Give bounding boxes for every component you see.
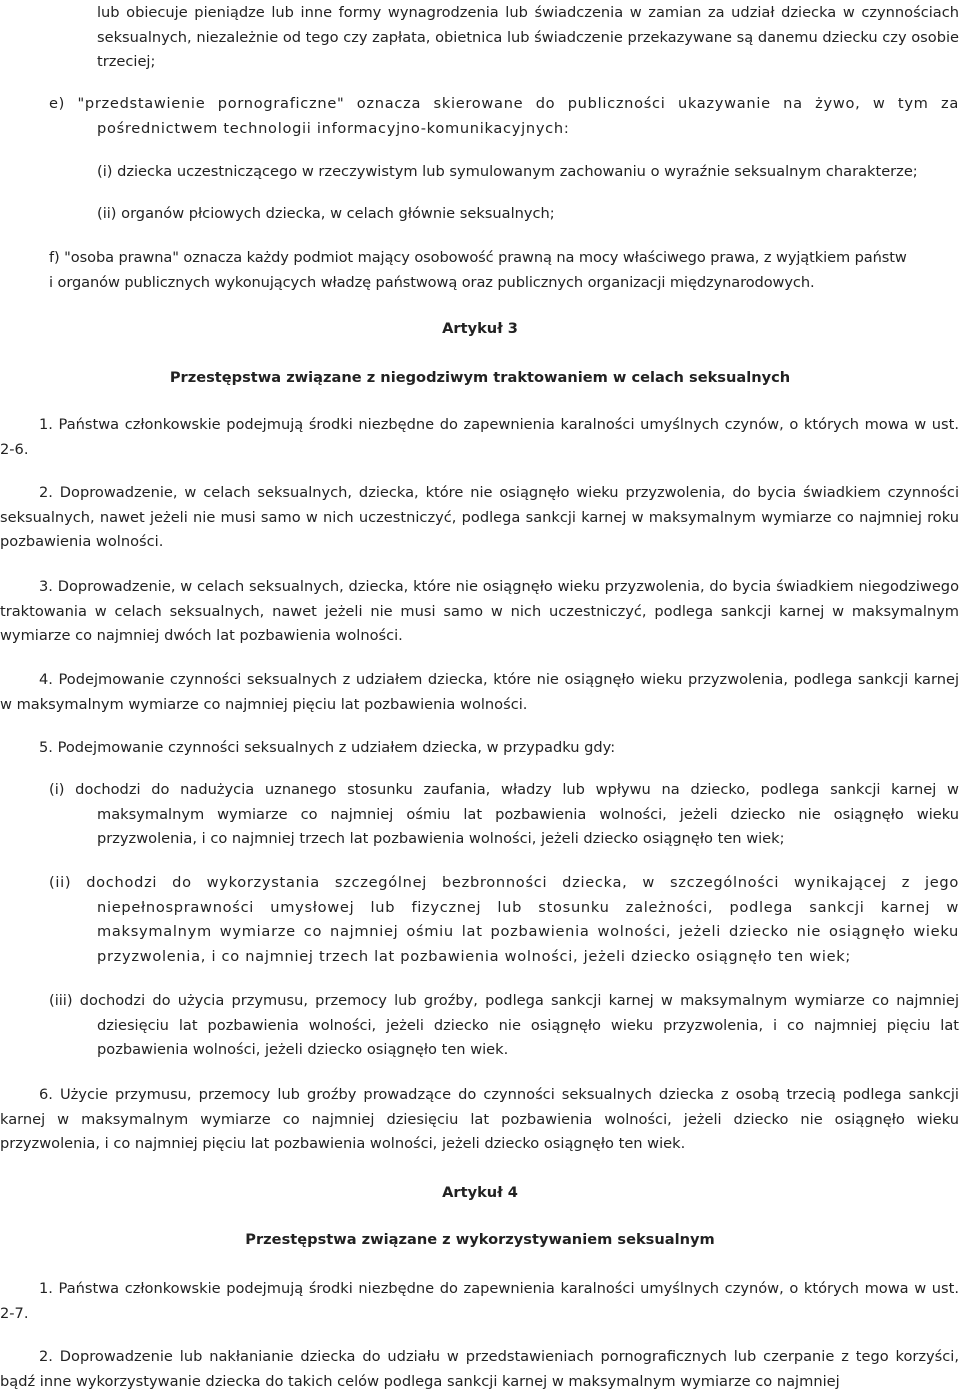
article-3-paragraph-5-item-iii: (iii) dochodzi do użycia przymusu, przemocy lub groźby, podlega sankcji karnej w maksymalnym wymiarze co najmniej dziesięciu lat pozbawienia wolności, jeżeli dziecko nie osiągnęło wieku przyzwolenia, i co najmniej pięciu lat pozbawienia wolności, jeżeli dziecko osiągnęło ten wiek. bbox=[49, 992, 959, 1058]
definition-item-e: e) "przedstawienie pornograficzne" oznacza skierowane do publiczności ukazywanie na żywo, w tym za pośrednictwem technologii informacyjno-komunikacyjnych: bbox=[49, 95, 959, 137]
article-3-paragraph-3: 3. Doprowadzenie, w celach seksualnych, dziecka, które nie osiągnęło wieku przyzwolenia, do bycia świadkiem niegodziwego traktowania w celach seksualnych, nawet jeżeli nie musi samo w nich uczestniczyć, podlega sankcji karnej w maksymalnym wymiarze co najmniej dwóch lat pozbawienia wolności. bbox=[0, 578, 959, 644]
article-3-heading: Artykuł 3 bbox=[442, 320, 518, 337]
article-4-paragraph-1: 1. Państwa członkowskie podejmują środki niezbędne do zapewnienia karalności umyślnych czynów, o których mowa w ust. 2-7. bbox=[0, 1280, 959, 1322]
definition-item-e-i: (i) dziecka uczestniczącego w rzeczywistym lub symulowanym zachowaniu o wyraźnie seksualnym charakterze; bbox=[97, 163, 918, 180]
definition-item-e-ii: (ii) organów płciowych dziecka, w celach głównie seksualnych; bbox=[97, 205, 555, 222]
article-4-heading: Artykuł 4 bbox=[442, 1184, 518, 1201]
article-3-paragraph-6: 6. Użycie przymusu, przemocy lub groźby prowadzące do czynności seksualnych dziecka z osobą trzecią podlega sankcji karnej w maksymalnym wymiarze co najmniej dziesięciu lat pozbawienia wolności, jeżeli dziecko nie osiągnęło wieku przyzwolenia, i co najmniej pięciu lat pozbawienia wolności, jeżeli dziecko osiągnęło ten wiek. bbox=[0, 1086, 959, 1152]
article-3-paragraph-5-item-ii: (ii) dochodzi do wykorzystania szczególnej bezbronności dziecka, w szczególności wynikającej z jego niepełnosprawności umysłowej lub fizycznej lub stosunku zależności, podlega sankcji karnej w maksymalnym wymiarze co najmniej ośmiu lat pozbawienia wolności, jeżeli dziecko nie osiągnęło wieku przyzwolenia, i co najmniej trzech lat pozbawienia wolności, jeżeli dziecko osiągnęło ten wiek; bbox=[49, 874, 959, 965]
article-3-paragraph-4: 4. Podejmowanie czynności seksualnych z udziałem dziecka, które nie osiągnęło wieku przyzwolenia, podlega sankcji karnej w maksymalnym wymiarze co najmniej pięciu lat pozbawienia wolności. bbox=[0, 671, 959, 713]
article-3-paragraph-5-item-i: (i) dochodzi do nadużycia uznanego stosunku zaufania, władzy lub wpływu na dziecko, podlega sankcji karnej w maksymalnym wymiarze co najmniej ośmiu lat pozbawienia wolności, jeżeli dziecko nie osiągnęło wieku przyzwolenia, i co najmniej trzech lat pozbawienia wolności, jeżeli dziecko osiągnęło ten wiek; bbox=[49, 781, 959, 847]
article-3-paragraph-2: 2. Doprowadzenie, w celach seksualnych, dziecka, które nie osiągnęło wieku przyzwolenia, do bycia świadkiem czynności seksualnych, nawet jeżeli nie musi samo w nich uczestniczyć, podlega sankcji karnej w maksymalnym wymiarze co najmniej roku pozbawienia wolności. bbox=[0, 484, 959, 550]
definition-item-f-line2: i organów publicznych wykonujących władzę państwową oraz publicznych organizacji międzynarodowych. bbox=[49, 273, 815, 291]
article-4-paragraph-2: 2. Doprowadzenie lub nakłanianie dziecka do udziału w przedstawieniach pornograficznych lub czerpanie z tego korzyści, bądź inne wykorzystywanie dziecka do takich celów podlega sankcji karnej w maksymalnym wymiarze co najmniej bbox=[0, 1348, 959, 1390]
definition-continuation: lub obiecuje pieniądze lub inne formy wynagrodzenia lub świadczenia w zamian za udział dziecka w czynnościach seksualnych, niezależnie od tego czy zapłata, obietnica lub świadczenie przekazywane są danemu dziecku czy osobie trzeciej; bbox=[97, 4, 959, 70]
article-3-paragraph-1: 1. Państwa członkowskie podejmują środki niezbędne do zapewnienia karalności umyślnych czynów, o których mowa w ust. 2-6. bbox=[0, 416, 959, 458]
definition-item-f-line1: f) "osoba prawna" oznacza każdy podmiot mający osobowość prawną na mocy właściwego prawa, z wyjątkiem państw bbox=[49, 249, 907, 266]
definition-item-f bbox=[49, 246, 960, 295]
article-3-title: Przestępstwa związane z niegodziwym traktowaniem w celach seksualnych bbox=[169, 369, 791, 386]
article-4-title: Przestępstwa związane z wykorzystywaniem seksualnym bbox=[245, 1231, 715, 1248]
article-3-paragraph-5: 5. Podejmowanie czynności seksualnych z udziałem dziecka, w przypadku gdy: bbox=[39, 739, 616, 756]
